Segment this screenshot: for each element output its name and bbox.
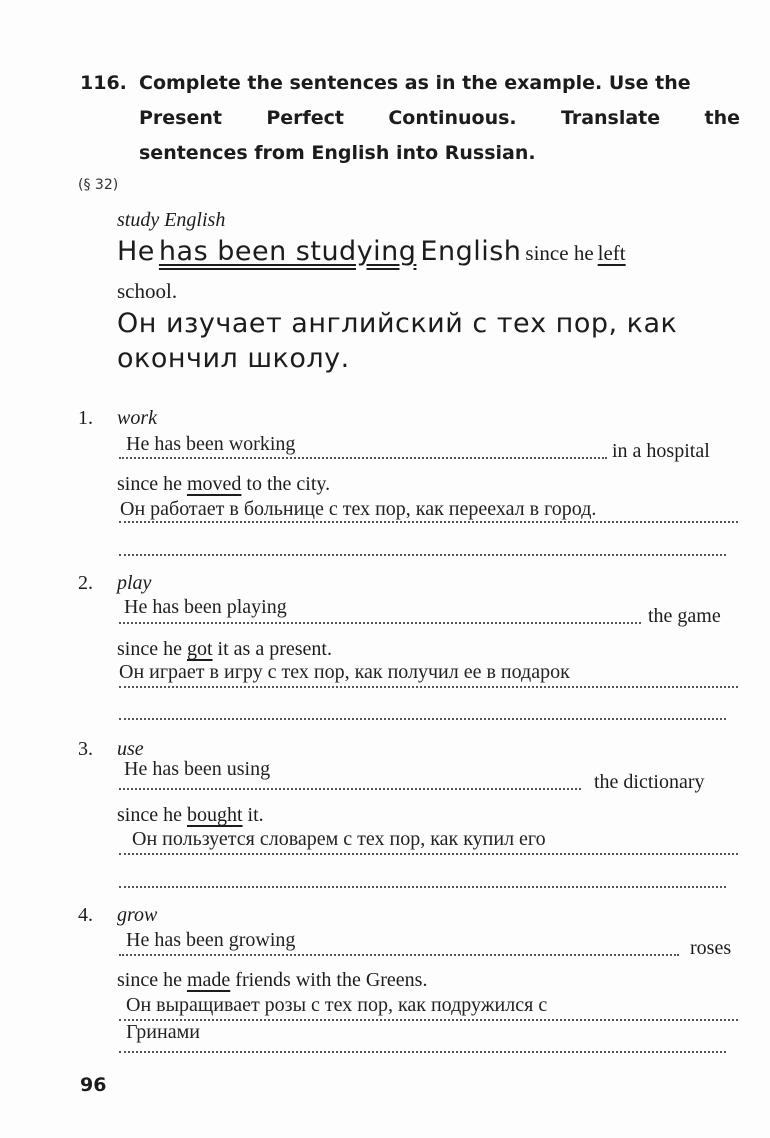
translation-input[interactable]: Он пользуется словарем с тех пор, как купил его bbox=[132, 828, 546, 850]
word: Translate bbox=[560, 107, 661, 129]
since-post: friends with the Greens. bbox=[235, 969, 428, 991]
item-number: 3. bbox=[78, 738, 93, 760]
since-pre: since he bbox=[117, 473, 182, 495]
translation-line bbox=[119, 853, 738, 855]
task-instruction-line1: Complete the sentences as in the example. Use the bbox=[139, 72, 691, 94]
grammar-reference: (§ 32) bbox=[78, 177, 119, 193]
since-clause bbox=[117, 638, 332, 661]
item-number: 2. bbox=[78, 572, 93, 594]
since-pre: since he bbox=[117, 804, 182, 826]
word: Continuous. bbox=[388, 107, 517, 129]
example-form: has been studying bbox=[158, 236, 417, 267]
answer-input[interactable]: He has been playing bbox=[124, 596, 287, 618]
since-post: it as a present. bbox=[217, 638, 332, 660]
item-tail-text: the dictionary bbox=[594, 771, 705, 793]
since-clause bbox=[117, 969, 427, 992]
word: Present bbox=[139, 107, 222, 129]
task-instruction-line2 bbox=[139, 107, 740, 129]
answer-line bbox=[119, 954, 679, 956]
since-post: it. bbox=[247, 804, 264, 826]
example-past-verb: left bbox=[597, 241, 626, 265]
item-verb: grow bbox=[117, 904, 158, 926]
since-clause bbox=[117, 473, 330, 496]
answer-input[interactable]: He has been using bbox=[124, 758, 271, 780]
since-pre: since he bbox=[117, 969, 182, 991]
translation-line-2 bbox=[119, 718, 726, 720]
answer-input[interactable]: He has been growing bbox=[126, 929, 296, 951]
answer-line bbox=[119, 457, 607, 459]
item-number: 4. bbox=[78, 904, 93, 926]
task-number: 116. bbox=[80, 72, 127, 94]
answer-input[interactable]: He has been working bbox=[126, 433, 296, 455]
example-sentence-line1 bbox=[117, 236, 626, 267]
example-since: since he bbox=[525, 241, 594, 265]
item-verb: use bbox=[117, 738, 144, 760]
item-tail-text: the game bbox=[648, 605, 721, 627]
word: Perfect bbox=[266, 107, 345, 129]
translation-line-2 bbox=[119, 886, 726, 888]
answer-line bbox=[119, 622, 641, 624]
translation-input[interactable]: Он играет в игру с тех пор, как получил ее в подарок bbox=[119, 661, 570, 683]
translation-line bbox=[119, 686, 738, 688]
example-translation-line1: Он изучает английский с тех пор, как bbox=[117, 308, 678, 339]
since-verb: bought bbox=[186, 804, 243, 826]
item-number: 1. bbox=[78, 407, 93, 429]
example-sentence-line2: school. bbox=[117, 279, 178, 303]
translation-line bbox=[119, 1019, 738, 1021]
since-pre: since he bbox=[117, 638, 182, 660]
example-object: English bbox=[420, 236, 522, 267]
item-tail-text: roses bbox=[690, 937, 732, 959]
item-tail-text: in a hospital bbox=[612, 440, 710, 462]
example-verb: study English bbox=[117, 209, 226, 231]
since-verb: made bbox=[186, 969, 231, 991]
example-subject: He bbox=[117, 236, 155, 267]
translation-input-2[interactable]: Гринами bbox=[126, 1021, 200, 1043]
task-instruction-line3: sentences from English into Russian. bbox=[139, 142, 536, 164]
translation-line-2 bbox=[119, 1051, 726, 1053]
word: the bbox=[704, 107, 740, 129]
item-verb: play bbox=[117, 572, 152, 594]
translation-input[interactable]: Он выращивает розы с тех пор, как подружился с bbox=[126, 994, 548, 1016]
page-number: 96 bbox=[80, 1074, 107, 1096]
since-verb: got bbox=[186, 638, 213, 660]
example-translation-line2: окончил школу. bbox=[117, 343, 350, 374]
translation-line-2 bbox=[119, 554, 726, 556]
item-verb: work bbox=[117, 407, 157, 429]
translation-input[interactable]: Он работает в больнице с тех пор, как переехал в город. bbox=[120, 498, 597, 520]
answer-line bbox=[119, 788, 581, 790]
since-post: to the city. bbox=[246, 473, 331, 495]
since-clause bbox=[117, 804, 264, 827]
since-verb: moved bbox=[186, 473, 242, 495]
translation-line bbox=[119, 521, 738, 523]
